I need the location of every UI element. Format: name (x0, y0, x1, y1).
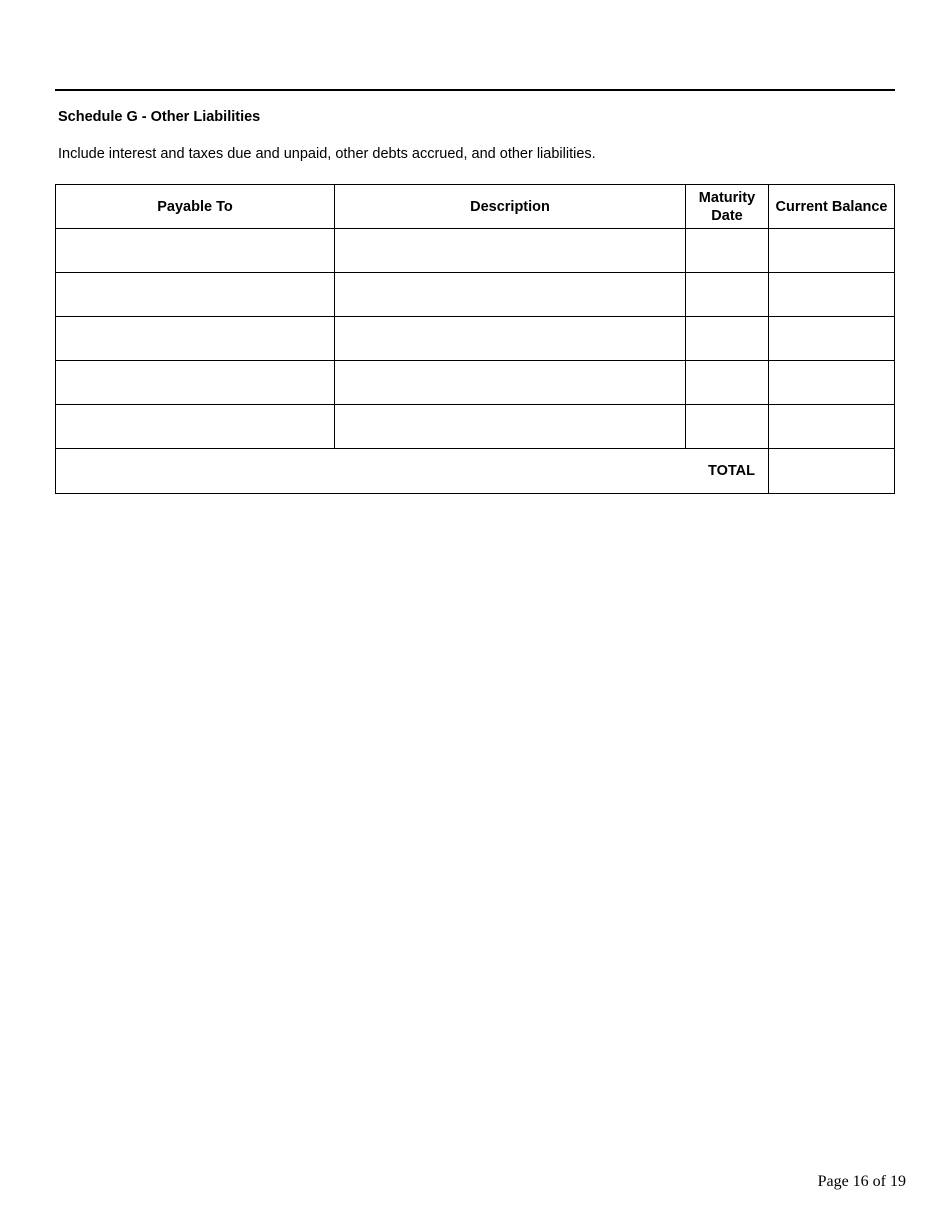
payable-to-field[interactable] (56, 361, 335, 405)
total-label: TOTAL (56, 449, 769, 494)
current-balance-field[interactable] (769, 405, 895, 449)
header-maturity-date-line2: Date (711, 207, 743, 224)
page-number: Page 16 of 19 (817, 1173, 906, 1190)
current-balance-field[interactable] (769, 361, 895, 405)
total-balance-field[interactable] (769, 449, 895, 494)
maturity-date-field[interactable] (686, 317, 769, 361)
header-description: Description (335, 185, 686, 229)
table-row (56, 273, 895, 317)
header-maturity-date-line1: Maturity (698, 189, 756, 206)
current-balance-field[interactable] (769, 229, 895, 273)
description-field[interactable] (335, 405, 686, 449)
description-field[interactable] (335, 273, 686, 317)
top-divider (55, 89, 895, 91)
table-row (56, 317, 895, 361)
table-row (56, 229, 895, 273)
total-row (56, 449, 895, 494)
table-row (56, 361, 895, 405)
current-balance-field[interactable] (769, 273, 895, 317)
table-row (56, 405, 895, 449)
description-field[interactable] (335, 361, 686, 405)
other-liabilities-table (55, 184, 895, 494)
schedule-title: Schedule G - Other Liabilities (58, 109, 261, 125)
header-maturity-date (686, 185, 769, 229)
maturity-date-field[interactable] (686, 405, 769, 449)
schedule-instructions: Include interest and taxes due and unpaid, other debts accrued, and other liabilities. (58, 146, 596, 162)
payable-to-field[interactable] (56, 317, 335, 361)
description-field[interactable] (335, 317, 686, 361)
current-balance-field[interactable] (769, 317, 895, 361)
header-payable-to: Payable To (56, 185, 335, 229)
header-current-balance: Current Balance (769, 185, 895, 229)
description-field[interactable] (335, 229, 686, 273)
payable-to-field[interactable] (56, 229, 335, 273)
payable-to-field[interactable] (56, 405, 335, 449)
maturity-date-field[interactable] (686, 229, 769, 273)
payable-to-field[interactable] (56, 273, 335, 317)
maturity-date-field[interactable] (686, 273, 769, 317)
maturity-date-field[interactable] (686, 361, 769, 405)
table-header-row (56, 185, 895, 229)
